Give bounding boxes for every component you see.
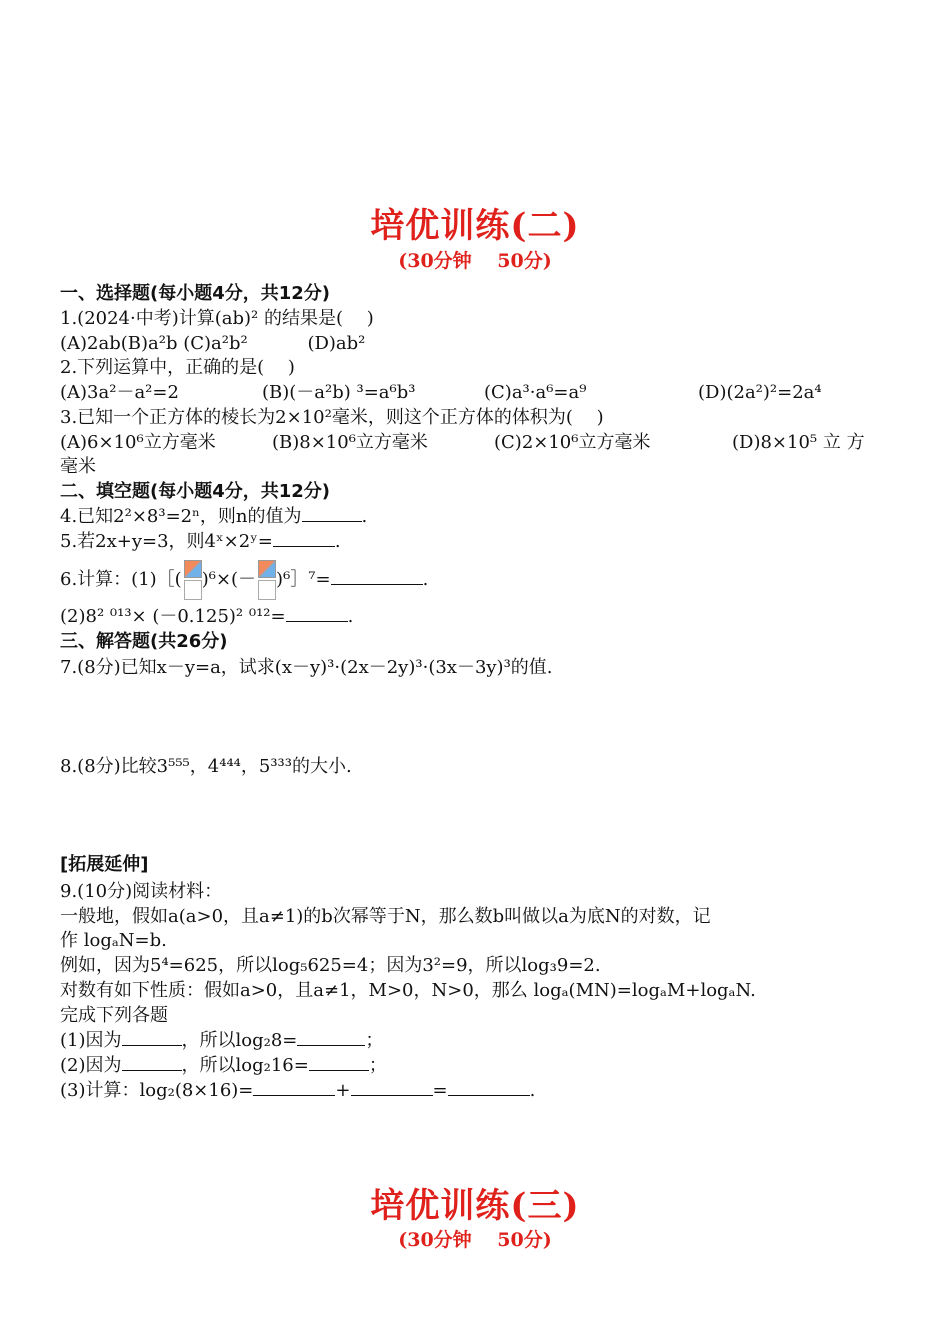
question-6-end: . (422, 569, 429, 590)
question-9-material-line-3: 例如，因为5⁴=625，所以log₅625=4；因为3²=9，所以log₃9=2. (60, 955, 601, 976)
question-3-option-a: (A)6×10⁶立方毫米 (60, 432, 216, 453)
answer-blank[interactable] (253, 1079, 335, 1096)
answer-blank[interactable] (122, 1054, 182, 1071)
question-5-end: . (334, 531, 341, 552)
next-section-subtitle: (30分钟 50分) (398, 1229, 552, 1251)
question-9-part-1 (60, 1029, 383, 1053)
fraction-image-icon (182, 560, 202, 600)
answer-blank[interactable] (351, 1079, 433, 1096)
q9-p1-end: ； (365, 1030, 384, 1051)
q9-p3-eq: = (432, 1080, 448, 1101)
q9-p1-text-b: ，所以log₂8= (181, 1030, 298, 1051)
question-4-text: 4.已知2²×8³=2ⁿ，则n的值为 (60, 506, 302, 527)
fraction-image-icon (256, 560, 276, 600)
question-1-stem: 1.(2024·中考)计算(ab)² 的结果是( ) (60, 308, 374, 329)
q9-p1-text-a: (1)因为 (60, 1030, 122, 1051)
answer-blank[interactable] (331, 568, 423, 585)
answer-blank[interactable] (309, 1054, 369, 1071)
question-9-material-line-2: 作 logₐN=b. (60, 930, 167, 951)
question-6-part-1 (60, 560, 428, 600)
extension-heading: [拓展延伸] (60, 854, 149, 875)
q9-p2-end: ； (368, 1055, 387, 1076)
question-9-part-3 (60, 1079, 535, 1103)
question-2-option-d: (D)(2a²)²=2a⁴ (698, 382, 822, 403)
question-4 (60, 505, 367, 529)
answer-blank[interactable] (297, 1029, 365, 1046)
question-6-part-2-text: (2)8² ⁰¹³× (－0.125)² ⁰¹²= (60, 606, 286, 627)
question-9-part-2 (60, 1054, 387, 1078)
question-2-option-b: (B)(－a²b) ³=a⁶b³ (262, 382, 416, 403)
section-heading-choice: 一、选择题(每小题4分，共12分) (60, 283, 331, 304)
answer-blank[interactable] (122, 1029, 182, 1046)
question-2-option-c: (C)a³·a⁶=a⁹ (484, 382, 587, 403)
question-3-option-c: (C)2×10⁶立方毫米 (494, 432, 651, 453)
question-8: 8.(8分)比较3⁵⁵⁵，4⁴⁴⁴，5³³³的大小. (60, 756, 352, 777)
question-3-stem: 3.已知一个正方体的棱长为2×10²毫米，则这个正方体的体积为( ) (60, 407, 604, 428)
answer-blank[interactable] (302, 505, 362, 522)
section-heading-solve: 三、解答题(共26分) (60, 631, 228, 652)
page-subtitle: (30分钟 50分) (398, 250, 552, 272)
question-4-end: . (361, 506, 368, 527)
section-heading-fill: 二、填空题(每小题4分，共12分) (60, 481, 331, 502)
question-9-material-line-1: 一般地，假如a(a>0，且a≠1)的b次幂等于N，那么数b叫做以a为底N的对数，记 (60, 906, 711, 927)
question-3-option-b: (B)8×10⁶立方毫米 (272, 432, 428, 453)
question-9-instruction: 完成下列各题 (60, 1005, 168, 1026)
question-6-text-c: )⁶］⁷= (276, 569, 331, 590)
question-2-option-a: (A)3a²－a²=2 (60, 382, 179, 403)
question-9-stem: 9.(10分)阅读材料： (60, 881, 223, 902)
q9-p2-text-b: ，所以log₂16= (181, 1055, 309, 1076)
question-2-stem: 2.下列运算中，正确的是( ) (60, 357, 295, 378)
answer-blank[interactable] (448, 1079, 530, 1096)
question-1-options: (A)2ab(B)a²b (C)a²b² (D)ab² (60, 333, 366, 354)
question-3-option-d-continued: 毫米 (60, 456, 96, 477)
question-6-text-a: 6.计算：(1)［( (60, 569, 182, 590)
next-section-title: 培优训练(三) (370, 1186, 580, 1226)
question-9-material-line-4: 对数有如下性质：假如a>0，且a≠1，M>0，N>0，那么 logₐ(MN)=logₐM+logₐN. (60, 980, 756, 1001)
question-5 (60, 530, 341, 554)
question-3-option-d: (D)8×10⁵ 立 方 (732, 432, 865, 453)
question-6-part-2-end: . (347, 606, 354, 627)
question-5-text: 5.若2x+y=3，则4ˣ×2ʸ= (60, 531, 273, 552)
question-6-part-2 (60, 605, 353, 629)
q9-p3-text: (3)计算：log₂(8×16)= (60, 1080, 254, 1101)
answer-blank[interactable] (273, 530, 335, 547)
answer-blank[interactable] (286, 605, 348, 622)
page-title: 培优训练(二) (370, 206, 580, 246)
question-6-text-b: )⁶×(－ (201, 569, 257, 590)
q9-p3-end: . (529, 1080, 536, 1101)
question-7: 7.(8分)已知x－y=a，试求(x－y)³·(2x－2y)³·(3x－3y)³的值. (60, 657, 553, 678)
q9-p3-plus: + (335, 1080, 351, 1101)
q9-p2-text-a: (2)因为 (60, 1055, 122, 1076)
